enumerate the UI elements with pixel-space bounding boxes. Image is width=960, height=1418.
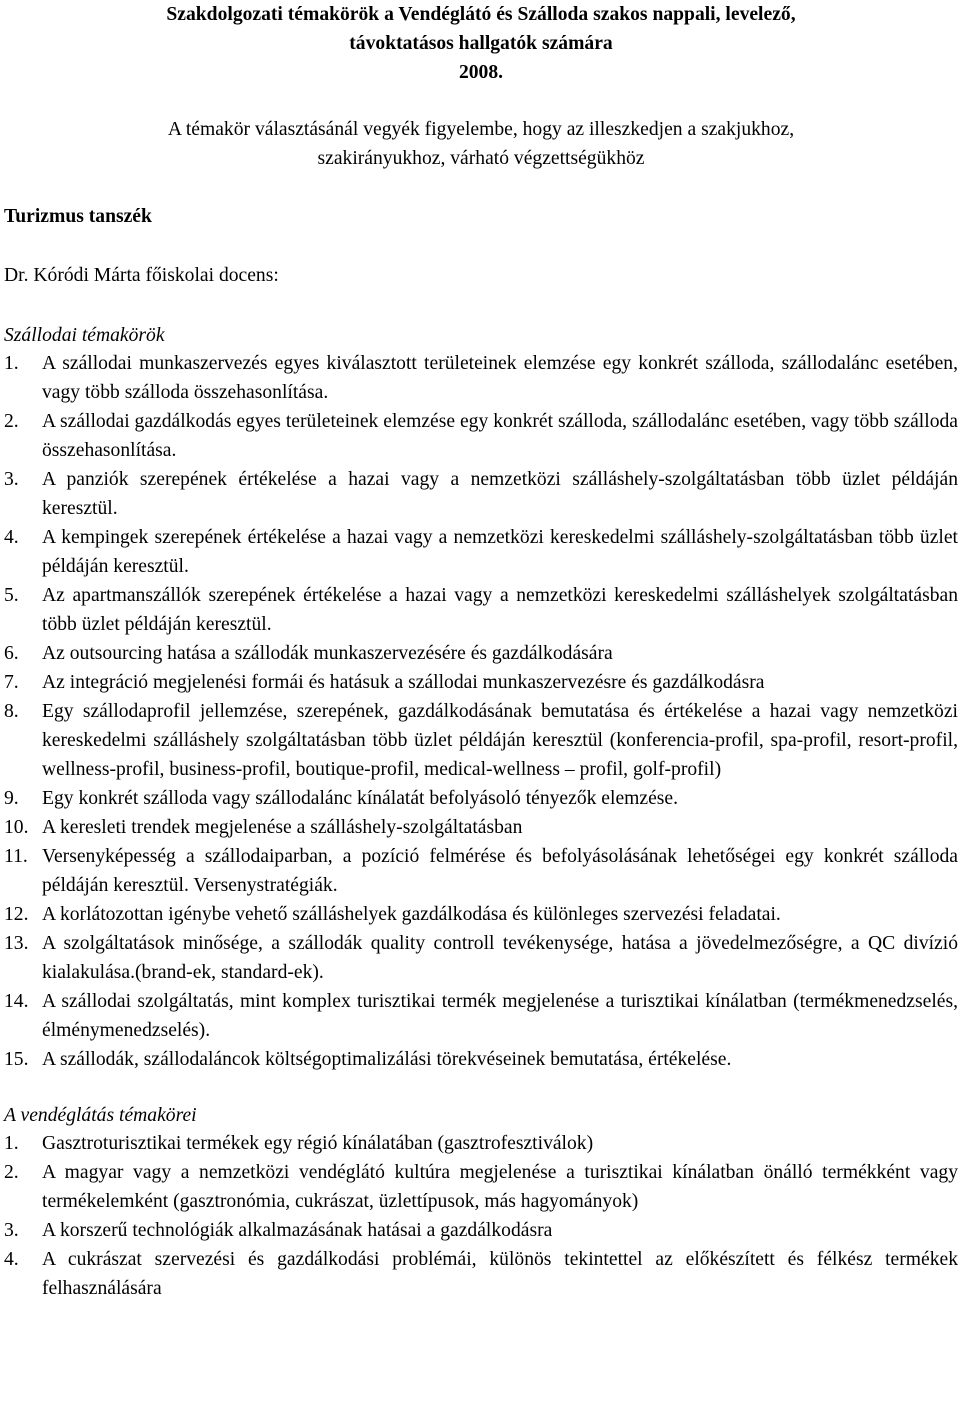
item-text: A panziók szerepének értékelése a hazai vagy a nemzetközi szálláshely-szolgáltatásban több üzlet példáján keresztül. [42, 469, 958, 519]
item-text: Versenyképesség a szállodaiparban, a pozíció felmérése és befolyásolásának lehetőségei egy konkrét szálloda példáján keresztül. Versenystratégiák. [42, 846, 958, 896]
list-item [4, 1045, 958, 1074]
item-number: 8. [4, 701, 19, 722]
list-item [4, 465, 958, 523]
item-number: 14. [4, 991, 29, 1012]
item-text: A szállodai gazdálkodás egyes területeinek elemzése egy konkrét szálloda, szállodalánc esetében, vagy több szálloda összehasonlítása. [42, 411, 958, 461]
item-text: A szállodai munkaszervezés egyes kiválasztott területeinek elemzése egy konkrét szálloda, szállodalánc esetében, vagy több szálloda összehasonlítása. [42, 353, 958, 403]
item-text: A szállodai szolgáltatás, mint komplex turisztikai termék megjelenése a turisztikai kínálatban (termékmenedzselés, élménymenedzselés). [42, 991, 958, 1041]
item-text: A korszerű technológiák alkalmazásának hatásai a gazdálkodásra [42, 1220, 553, 1241]
item-text: Egy konkrét szálloda vagy szállodalánc kínálatát befolyásoló tényezők elemzése. [42, 788, 679, 809]
list-item [4, 842, 958, 900]
department-heading: Turizmus tanszék [4, 206, 152, 227]
item-text: A magyar vagy a nemzetközi vendéglátó kultúra megjelenése a turisztikai kínálatban önálló termékként vagy termékelemként (gasztronómia, cukrászat, üzlettípusok, más hagyományok) [42, 1162, 958, 1212]
item-text: A keresleti trendek megjelenése a szálláshely-szolgáltatásban [42, 817, 523, 838]
item-number: 1. [4, 1133, 19, 1154]
item-number: 1. [4, 353, 19, 374]
item-number: 15. [4, 1049, 29, 1070]
list-item [4, 784, 958, 813]
title-line-1: Szakdolgozati témakörök a Vendéglátó és Szálloda szakos nappali, levelező, [166, 4, 796, 25]
list-item [4, 1245, 958, 1303]
list-item [4, 523, 958, 581]
intro-line-1: A témakör választásánál vegyék figyelembe, hogy az illeszkedjen a szakjukhoz, [167, 119, 795, 140]
intro-note [4, 115, 958, 173]
list-item [4, 639, 958, 668]
section-title-catering: A vendéglátás témakörei [4, 1105, 197, 1126]
item-number: 9. [4, 788, 19, 809]
intro-line-2: szakirányukhoz, várható végzettségükhöz [317, 148, 645, 169]
item-number: 2. [4, 1162, 19, 1183]
item-number: 12. [4, 904, 29, 925]
list-item [4, 581, 958, 639]
item-number: 13. [4, 933, 29, 954]
item-text: Egy szállodaprofil jellemzése, szerepének, gazdálkodásának bemutatása és értékelése a hazai vagy nemzetközi kereskedelmi szálláshely szolgáltatásban több üzlet példáján keresztül (konferencia-profil, spa-profil, resort-profil, wellness-profil, business-profil, boutique-profil, medical-wellness – profil, golf-profil) [42, 701, 958, 780]
item-text: A szállodák, szállodaláncok költségoptimalizálási törekvéseinek bemutatása, értékelése. [42, 1049, 732, 1070]
list-item [4, 987, 958, 1045]
item-text: Az integráció megjelenési formái és hatásuk a szállodai munkaszervezésre és gazdálkodásra [42, 672, 765, 693]
item-number: 11. [4, 846, 28, 867]
topic-list-hotel [4, 349, 958, 1074]
list-item [4, 1129, 958, 1158]
item-number: 6. [4, 643, 19, 664]
list-item [4, 697, 958, 784]
item-number: 3. [4, 469, 19, 490]
list-item [4, 407, 958, 465]
item-number: 10. [4, 817, 29, 838]
list-item [4, 929, 958, 987]
list-item [4, 813, 958, 842]
title-line-3: 2008. [458, 62, 504, 83]
item-text: A cukrászat szervezési és gazdálkodási problémái, különös tekintettel az előkészített és félkész termékek felhasználására [42, 1249, 958, 1299]
topic-list-catering [4, 1129, 958, 1303]
item-number: 4. [4, 527, 19, 548]
document-title [4, 0, 958, 87]
item-text: Az apartmanszállók szerepének értékelése a hazai vagy a nemzetközi kereskedelmi szálláshelyek szolgáltatásban több üzlet példáján keresztül. [42, 585, 958, 635]
item-number: 3. [4, 1220, 19, 1241]
item-number: 5. [4, 585, 19, 606]
item-number: 7. [4, 672, 19, 693]
item-number: 2. [4, 411, 19, 432]
item-text: A korlátozottan igénybe vehető szálláshelyek gazdálkodása és különleges szervezési feladatai. [42, 904, 781, 925]
title-line-2: távoktatásos hallgatók számára [349, 33, 613, 54]
list-item [4, 900, 958, 929]
author-line: Dr. Kóródi Márta főiskolai docens: [4, 265, 279, 286]
item-text: Az outsourcing hatása a szállodák munkaszervezésére és gazdálkodására [42, 643, 613, 664]
list-item [4, 1158, 958, 1216]
item-text: A kempingek szerepének értékelése a hazai vagy a nemzetközi kereskedelmi szálláshely-szolgáltatásban több üzlet példáján keresztül. [42, 527, 958, 577]
list-item [4, 1216, 958, 1245]
list-item [4, 668, 958, 697]
section-title-hotel: Szállodai témakörök [4, 325, 165, 346]
item-text: Gasztroturisztikai termékek egy régió kínálatában (gasztrofesztiválok) [42, 1133, 594, 1154]
item-number: 4. [4, 1249, 19, 1270]
list-item [4, 349, 958, 407]
item-text: A szolgáltatások minősége, a szállodák quality controll tevékenysége, hatása a jövedelmezőségre, a QC divízió kialakulása.(brand-ek, standard-ek). [42, 933, 958, 983]
document-page [4, 0, 958, 1303]
